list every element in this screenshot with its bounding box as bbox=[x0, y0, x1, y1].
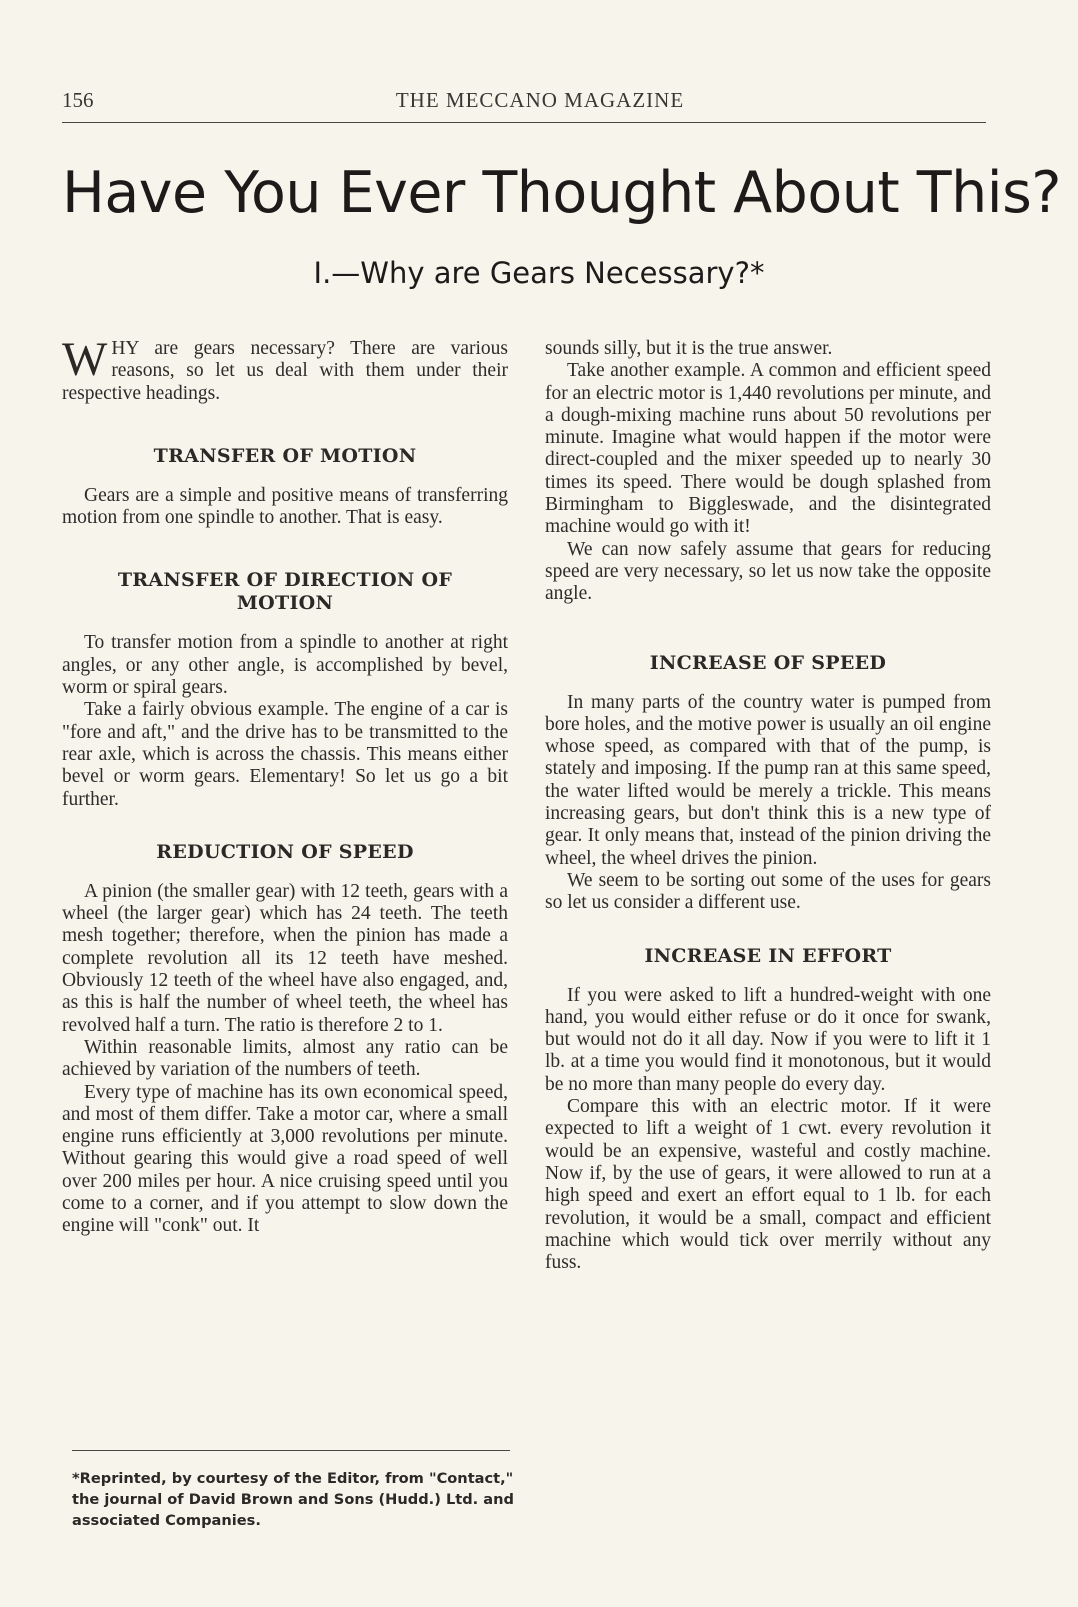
footnote-rule bbox=[72, 1450, 510, 1451]
heading-transfer-of-motion: TRANSFER OF MOTION bbox=[153, 444, 417, 467]
paragraph-direction-2: Take a fairly obvious example. The engine of a car is "fore and aft," and the drive has to be transmitted to the rear axle, which is across the chassis. This means either bevel or worm gears. Elementary! So let us go a bit further. bbox=[62, 699, 508, 810]
paragraph-reduction-3: Every type of machine has its own economical speed, and most of them differ. Take a motor car, where a small engine runs efficiently at 3,000 revolutions per minute. Without gearing this would give a road speed of well over 200 miles per hour. A nice cruising speed until you come to a corner, and if you attempt to slow down the engine will "conk" out. It bbox=[62, 1081, 508, 1237]
article-title: Have You Ever Thought About This? bbox=[62, 160, 1062, 226]
footnote: *Reprinted, by courtesy of the Editor, from "Contact," the journal of David Brown and Sons (Hudd.) Ltd. and associated Companies. bbox=[72, 1470, 514, 1529]
paragraph-speed-1: In many parts of the country water is pumped from bore holes, and the motive power is usually an oil engine whose speed, as compared with that of the pump, is stately and imposing. If the pump ran at this same speed, the water lifted would be merely a trickle. This means increasing gears, but don't think this is a new type of gear. It only means that, instead of the pinion driving the wheel, the wheel drives the pinion. bbox=[545, 691, 991, 869]
page-number: 156 bbox=[62, 88, 94, 112]
paragraph-speed-2: We seem to be sorting out some of the uses for gears so let us consider a different use. bbox=[545, 869, 991, 914]
paragraph-continuation: sounds silly, but it is the true answer. bbox=[545, 338, 833, 359]
heading-increase-in-effort: INCREASE IN EFFORT bbox=[644, 944, 892, 967]
paragraph-effort-2: Compare this with an electric motor. If it were expected to lift a weight of 1 cwt. every revolution it would be an expensive, wasteful and costly machine. Now if, by the use of gears, it were allowed to run at a high speed and exert an effort equal to 1 lb. for each revolution, it would be a small, compact and efficient machine which would tick over merrily without any fuss. bbox=[545, 1096, 991, 1274]
paragraph-reduction-1: A pinion (the smaller gear) with 12 teeth, gears with a wheel (the larger gear) which has 24 teeth. The teeth mesh together; therefore, when the pinion has made a complete revolution all its 12 teeth have meshed. Obviously 12 teeth of the wheel have also engaged, and, as this is half the number of wheel teeth, the wheel has revolved half a turn. The ratio is therefore 2 to 1. bbox=[62, 880, 508, 1036]
intro-text: HY are gears necessary? There are various reasons, so let us deal with them under their respective headings. bbox=[62, 338, 508, 404]
header-rule bbox=[62, 122, 986, 123]
paragraph-effort-1: If you were asked to lift a hundred-weight with one hand, you would either refuse or do it once for swank, but would not do it all day. Now if you were to lift it 1 lb. at a time you would find it monotonous, but it would be no more than many people do every day. bbox=[545, 984, 991, 1095]
right-column bbox=[545, 338, 991, 1274]
left-column bbox=[62, 333, 508, 1238]
paragraph-assume: We can now safely assume that gears for reducing speed are very necessary, so let us now take the opposite angle. bbox=[545, 538, 991, 605]
article-subtitle: I.—Why are Gears Necessary?* bbox=[313, 256, 765, 290]
intro-paragraph bbox=[62, 333, 508, 405]
paragraph-direction-1: To transfer motion from a spindle to another at right angles, or any other angle, is accomplished by bevel, worm or spiral gears. bbox=[62, 632, 508, 699]
paragraph-reduction-2: Within reasonable limits, almost any ratio can be achieved by variation of the numbers of teeth. bbox=[62, 1036, 508, 1081]
heading-increase-of-speed: INCREASE OF SPEED bbox=[649, 651, 887, 674]
drop-cap: W bbox=[62, 333, 108, 386]
heading-transfer-of-direction: TRANSFER OF DIRECTION OF MOTION bbox=[117, 569, 453, 615]
heading-reduction-of-speed: REDUCTION OF SPEED bbox=[156, 840, 414, 863]
running-head: THE MECCANO MAGAZINE bbox=[395, 88, 685, 112]
paragraph-transfer-of-motion: Gears are a simple and positive means of transferring motion from one spindle to another. That is easy. bbox=[62, 484, 508, 529]
paragraph-example: Take another example. A common and efficient speed for an electric motor is 1,440 revolutions per minute, and a dough-mixing machine runs about 50 revolutions per minute. Imagine what would happen if the motor were direct-coupled and the mixer speeded up to nearly 30 times its speed. There would be dough splashed from Birmingham to Biggleswade, and the disintegrated machine would go with it! bbox=[545, 360, 991, 538]
